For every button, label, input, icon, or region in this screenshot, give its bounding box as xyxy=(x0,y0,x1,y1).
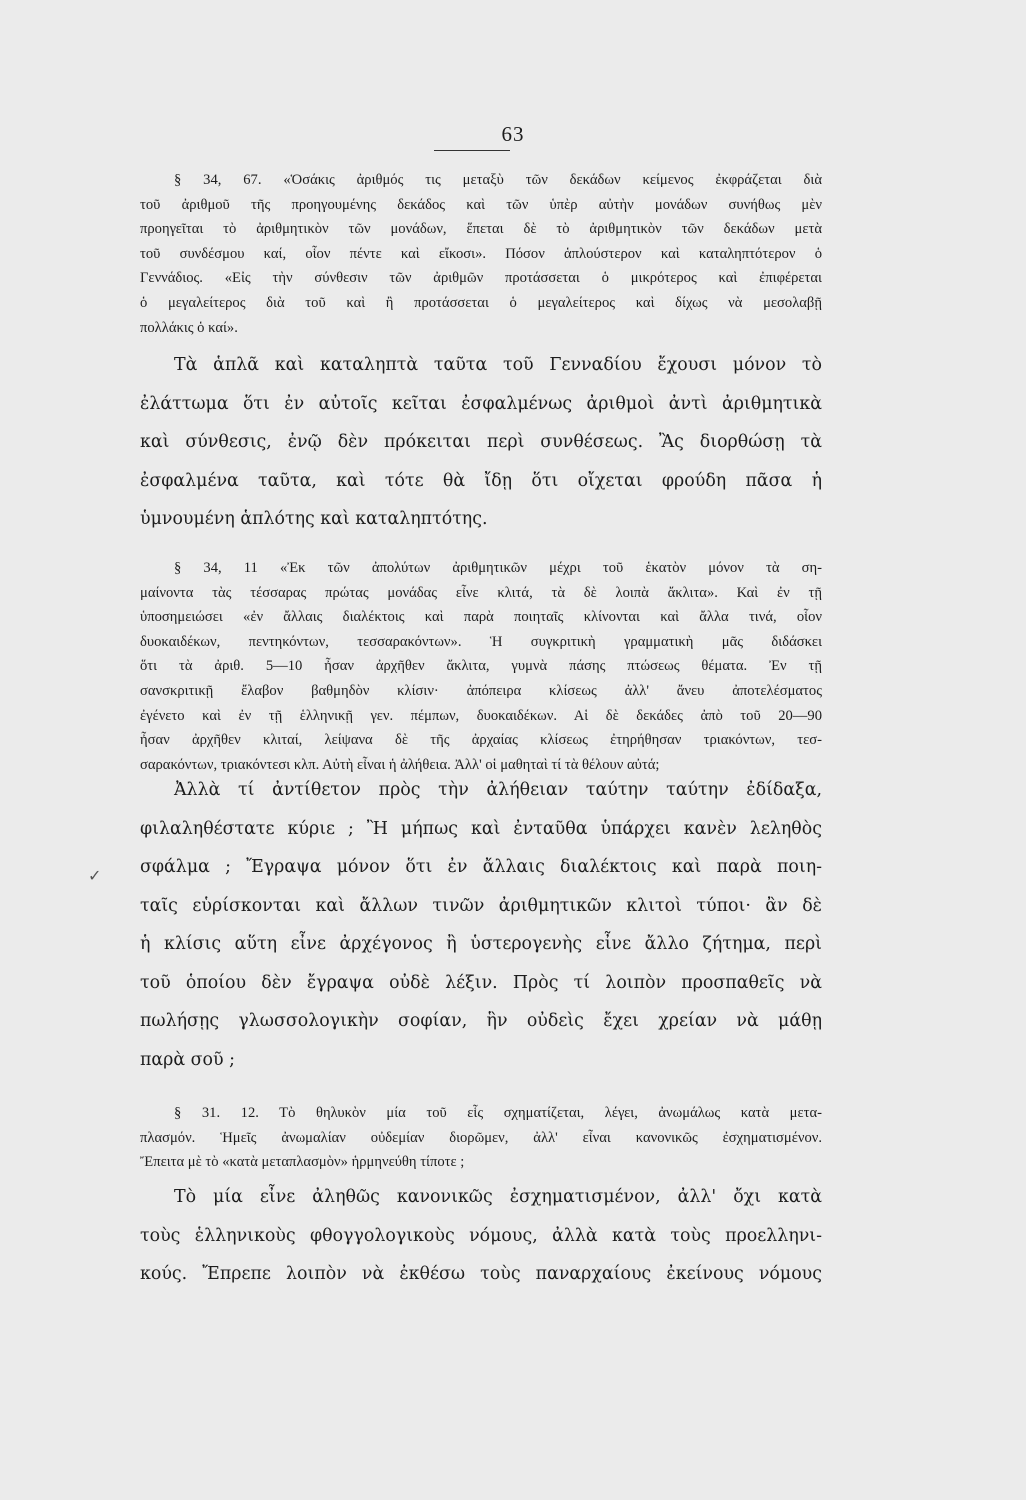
reply-line: τοὺς ἑλληνικοὺς φθογγολογικοὺς νόμους, ἀλλὰ κατὰ τοὺς προελληνι- xyxy=(140,1225,822,1246)
reply-line: σφάλμα ; Ἔγραψα μόνον ὅτι ἐν ἄλλαις διαλέκτοις καὶ παρὰ ποιη- xyxy=(140,857,822,877)
quote-line: ὅτι τὰ ἀριθ. 5—10 ἦσαν ἀρχῆθεν ἄκλιτα, γυμνὰ πάσης πτώσεως θέματα. Ἐν τῇ xyxy=(140,658,822,675)
quote-line: τοῦ ἀριθμοῦ τῆς προηγουμένης δεκάδος καὶ τῶν ὑπὲρ αὐτὴν μονάδων συνήθως μὲν xyxy=(140,196,822,213)
reply-line: Ἀλλὰ τί ἀντίθετον πρὸς τὴν ἀλήθειαν ταύτην ταύτην ἐδίδαξα, xyxy=(174,780,822,800)
quote-line: § 34, 11 «Ἐκ τῶν ἀπολύτων ἀριθμητικῶν μέχρι τοῦ ἑκατὸν μόνον τὰ ση- xyxy=(174,560,822,576)
reply-line: Τὸ μία εἶνε ἀληθῶς κανονικῶς ἐσχηματισμένον, ἀλλ' ὄχι κατὰ xyxy=(174,1187,822,1207)
page-number-rule xyxy=(434,150,510,151)
quote-line: Γεννάδιος. «Εἰς τὴν σύνθεσιν τῶν ἀριθμῶν προτάσσεται ὁ μικρότερος καὶ ἐπιφέρεται xyxy=(140,270,822,287)
page-number: 63 xyxy=(501,122,525,146)
quote-line: σανσκριτικῇ ἔλαβον βαθμηδὸν κλίσιν· ἀπόπειρα κλίσεως ἀλλ' ἄνευ ἀποτελέσματος xyxy=(140,682,822,699)
quote-line: ὑποσημειώσει «ἐν ἄλλαις διαλέκτοις καὶ παρὰ ποιηταῖς κλίνονται καὶ ἄλλα τινά, οἷον xyxy=(140,609,822,626)
reply-line: φιλαληθέστατε κύριε ; Ἢ μήπως καὶ ἐνταῦθα ὑπάρχει κανὲν λεληθὸς xyxy=(140,818,822,839)
quote-line: δυοκαιδέκων, πεντηκόντων, τεσσαρακόντων». Ἡ συγκριτικὴ γραμματικὴ μᾶς διδάσκει xyxy=(140,633,822,650)
margin-check-mark: ✓ xyxy=(88,868,102,885)
reply-line: πωλήσῃς γλωσσολογικὴν σοφίαν, ἣν οὐδεὶς ἔχει χρείαν νὰ μάθῃ xyxy=(140,1011,822,1031)
quote-line: ἦσαν ἀρχῆθεν κλιταί, λείψανα δὲ τῆς ἀρχαίας κλίσεως ἐτηρήθησαν τριακόντων, τεσ- xyxy=(140,732,822,749)
reply-line: ἐλάττωμα ὅτι ἐν αὐτοῖς κεῖται ἐσφαλμένως ἀριθμοὶ ἀντὶ ἀριθμητικὰ xyxy=(140,393,822,414)
quote-line: § 31. 12. Τὸ θηλυκὸν μία τοῦ εἷς σχηματίζεται, λέγει, ἀνωμάλως κατὰ μετα- xyxy=(174,1105,822,1121)
quote-line: ὁ μεγαλείτερος διὰ τοῦ καὶ ἢ προτάσσεται ὁ μεγαλείτερος καὶ δίχως νὰ μεσολαβῇ xyxy=(140,294,822,311)
quote-line: μαίνοντα τὰς τέσσαρας πρώτας μονάδας εἶνε κλιτά, τὰ δὲ λοιπὰ ἄκλιτα». Καὶ ἐν τῇ xyxy=(140,584,822,601)
quote-line: τοῦ συνδέσμου καί, οἷον πέντε καὶ εἴκοσι». Πόσον ἁπλούστερον καὶ καταληπτότερον ὁ xyxy=(140,245,822,262)
reply-line: καὶ σύνθεσις, ἐνῷ δὲν πρόκειται περὶ συνθέσεως. Ἂς διορθώσῃ τὰ xyxy=(140,432,822,452)
reply-line: παρὰ σοῦ ; xyxy=(140,1049,235,1070)
quote-paragraph-34-11 xyxy=(140,556,822,777)
reply-paragraph-1 xyxy=(140,346,822,539)
reply-line: ἐσφαλμένα ταῦτα, καὶ τότε θὰ ἴδῃ ὅτι οἴχεται φρούδη πᾶσα ἡ xyxy=(140,470,822,491)
quote-line: σαρακόντων, τριακόντεσι κλπ. Αὐτὴ εἶναι ἡ ἀλήθεια. Ἀλλ' οἱ μαθηταὶ τί τὰ θέλουν αὐτά; xyxy=(140,756,660,773)
quote-line: πολλάκις ὁ καί». xyxy=(140,319,238,336)
quote-paragraph-34-67 xyxy=(140,168,822,340)
reply-paragraph-3 xyxy=(140,1178,822,1294)
quote-line: ἐγένετο καὶ ἐν τῇ ἑλληνικῇ γεν. πέμπων, δυοκαιδέκων. Αἱ δὲ δεκάδες ἀπὸ τοῦ 20—90 xyxy=(140,707,822,724)
reply-line: ταῖς εὑρίσκονται καὶ ἄλλων τινῶν ἀριθμητικῶν κλιτοὶ τύποι· ἂν δὲ xyxy=(140,895,822,916)
reply-paragraph-2 xyxy=(140,771,822,1079)
quote-line: § 34, 67. «Ὁσάκις ἀριθμός τις μεταξὺ τῶν δεκάδων κείμενος ἐκφράζεται διὰ xyxy=(174,172,822,188)
reply-line: ὑμνουμένη ἁπλότης καὶ καταληπτότης. xyxy=(140,509,488,529)
reply-line: ἡ κλίσις αὕτη εἶνε ἀρχέγονος ἢ ὑστερογενὴς εἶνε ἄλλο ζήτημα, περὶ xyxy=(140,934,822,954)
reply-line: τοῦ ὁποίου δὲν ἔγραψα οὐδὲ λέξιν. Πρὸς τί λοιπὸν προσπαθεῖς νὰ xyxy=(140,972,822,993)
quote-paragraph-31-12 xyxy=(140,1101,822,1175)
quote-line: προηγεῖται τὸ ἀριθμητικὸν τῶν μονάδων, ἕπεται δὲ τὸ ἀριθμητικὸν τῶν δεκάδων μετὰ xyxy=(140,221,822,238)
reply-line: κούς. Ἔπρεπε λοιπὸν νὰ ἐκθέσω τοὺς παναρχαίους ἐκείνους νόμους xyxy=(140,1264,822,1284)
quote-line: Ἔπειτα μὲ τὸ «κατὰ μεταπλασμὸν» ἡρμηνεύθη τίποτε ; xyxy=(140,1154,465,1171)
quote-line: πλασμόν. Ἡμεῖς ἀνωμαλίαν οὐδεμίαν διορῶμεν, ἀλλ' εἶναι κανονικῶς ἐσχηματισμένον. xyxy=(140,1129,822,1146)
reply-line: Τὰ ἁπλᾶ καὶ καταληπτὰ ταῦτα τοῦ Γενναδίου ἔχουσι μόνον τὸ xyxy=(174,355,822,375)
